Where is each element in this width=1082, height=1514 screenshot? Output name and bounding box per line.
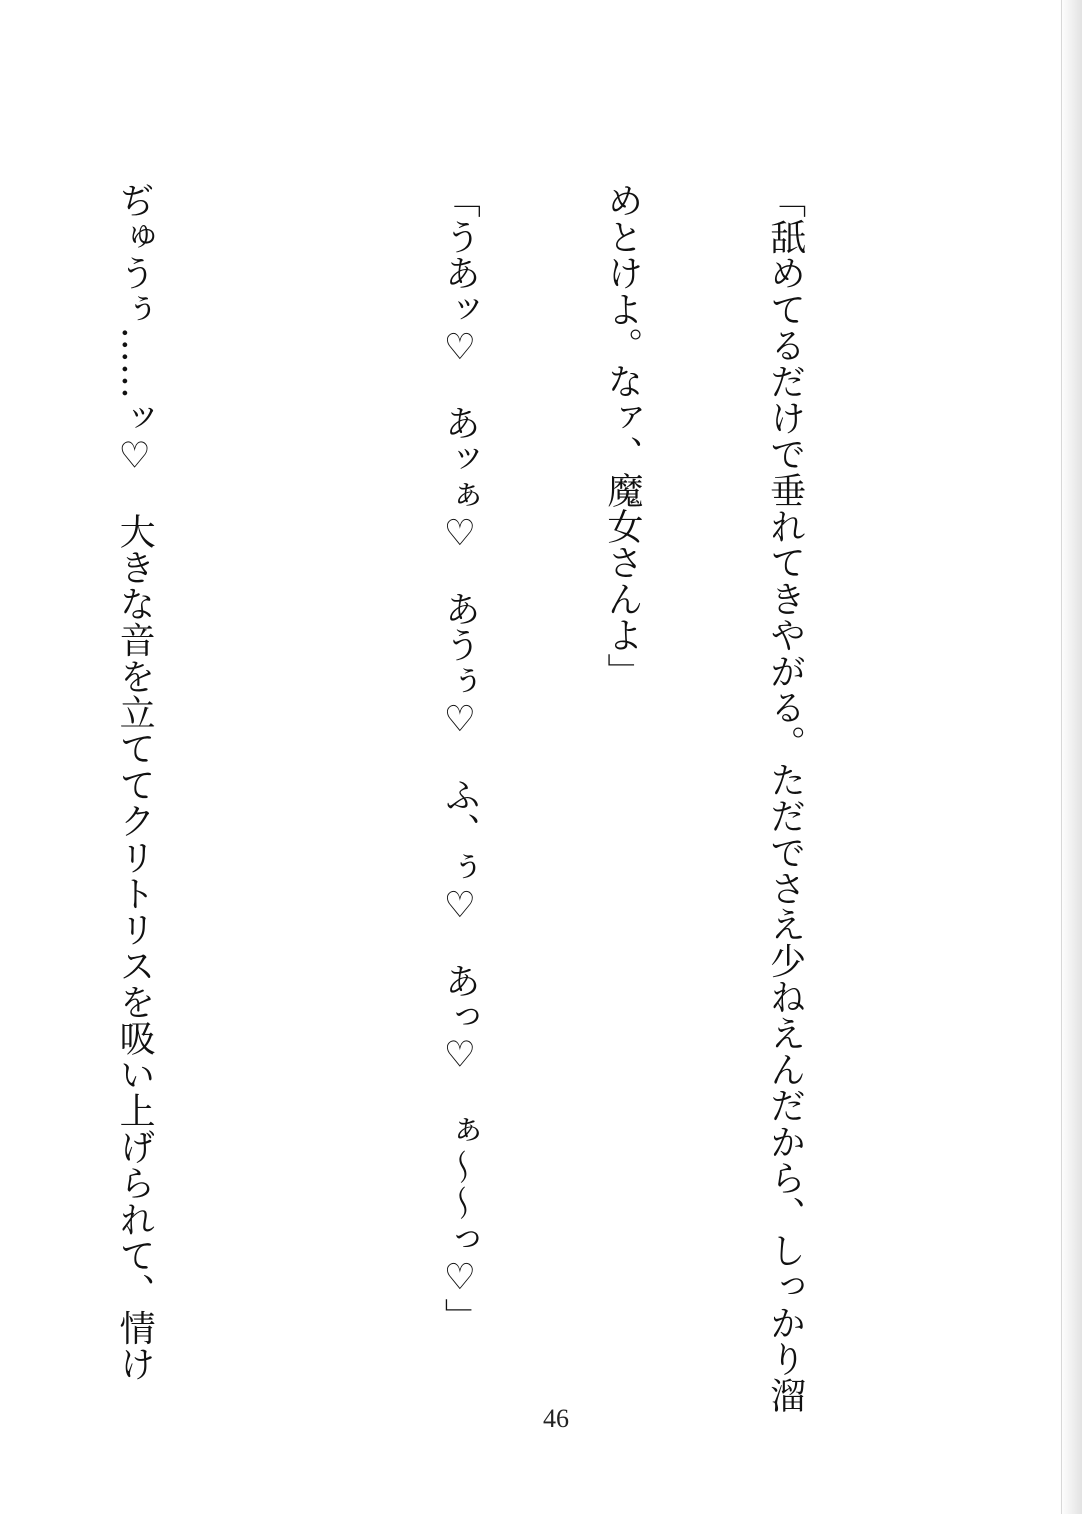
- text-line: 「うあッ♡ あッぁ♡ あうぅ♡ ふ、ぅ♡ あっ♡ ぁ〜〜っ♡」: [439, 182, 481, 1335]
- text-line: めとけよ。なァ、魔女さんよ」: [601, 182, 643, 689]
- body-text: [114, 182, 920, 1413]
- page-edge-shadow: [1060, 0, 1082, 1514]
- page-number: 46: [543, 1404, 569, 1433]
- page-edge-line: [1061, 0, 1062, 1514]
- text-line: 「舐めてるだけで垂れてきやがる。ただでさえ少ねえんだから、しっかり溜: [764, 182, 806, 1413]
- blank-line: [270, 182, 324, 1362]
- text-line: ぢゅうぅ……ッ♡ 大きな音を立ててクリトリスを吸い上げられて、情け: [114, 182, 156, 1382]
